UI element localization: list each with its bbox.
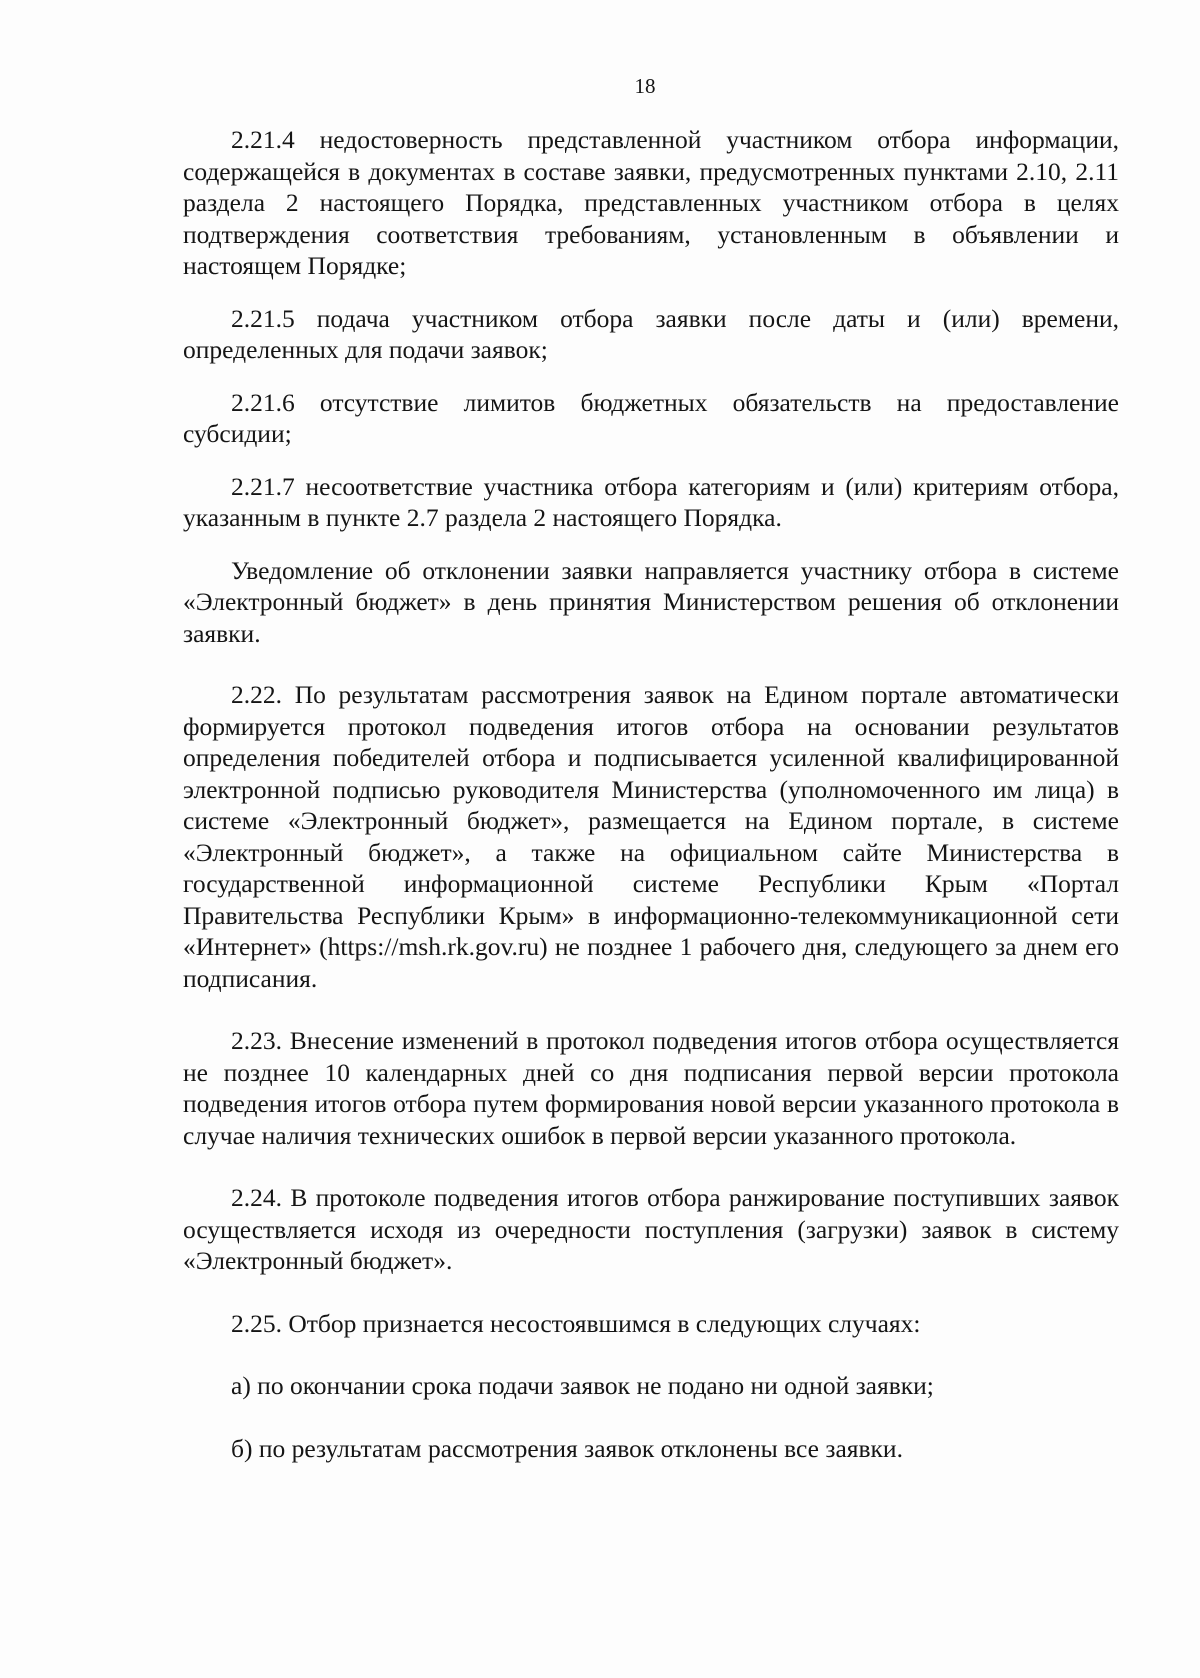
list-item-b: б) по результатам рассмотрения заявок отклонены все заявки.	[231, 1433, 903, 1463]
paragraph-2-21-7: 2.21.7 несоответствие участника отбора категориям и (или) критериям отбора, указанным в пункте 2.7 раздела 2 настоящего Порядка.	[183, 471, 1119, 532]
paragraph-2-22: 2.22. По результатам рассмотрения заявок на Едином портале автоматически формируется протокол подведения итогов отбора на основании результатов определения победителей отбора и подписывается усиленной квалифицированной электронной подписью руководителя Министерства (уполномоченного им лица) в системе «Электронный бюджет», размещается на Едином портале, в системе «Электронный бюджет», а также на официальном сайте Министерства в государственной информационной системе Республики Крым «Портал Правительства Республики Крым» в информационно-телекоммуникационной сети «Интернет» (https://msh.rk.gov.ru) не позднее 1 рабочего дня, следующего за днем его подписания.	[183, 680, 1119, 993]
paragraph-2-21-6: 2.21.6 отсутствие лимитов бюджетных обязательств на предоставление субсидии;	[183, 387, 1119, 448]
document-body	[183, 124, 1119, 1464]
paragraph-2-21-4: 2.21.4 недостоверность представленной участником отбора информации, содержащейся в документах в составе заявки, предусмотренных пунктами 2.10, 2.11 раздела 2 настоящего Порядка, представленных участником отбора в целях подтверждения соответствия требованиям, установленным в объявлении и настоящем Порядке;	[183, 125, 1119, 280]
paragraph-2-21-5: 2.21.5 подача участником отбора заявки после даты и (или) времени, определенных для подачи заявок;	[183, 303, 1119, 364]
paragraph-2-24: 2.24. В протоколе подведения итогов отбора ранжирование поступивших заявок осуществляется исходя из очередности поступления (загрузки) заявок в систему «Электронный бюджет».	[183, 1183, 1119, 1275]
paragraph-2-25: 2.25. Отбор признается несостоявшимся в следующих случаях:	[231, 1308, 921, 1338]
paragraph-rejection-notice: Уведомление об отклонении заявки направляется участнику отбора в системе «Электронный бюджет» в день принятия Министерством решения об отклонении заявки.	[183, 555, 1119, 648]
list-item-a: а) по окончании срока подачи заявок не подано ни одной заявки;	[231, 1371, 934, 1400]
page-number: 18	[634, 74, 656, 98]
paragraph-2-23: 2.23. Внесение изменений в протокол подведения итогов отбора осуществляется не позднее 10 календарных дней со дня подписания первой версии протокола подведения итогов отбора путем формирования новой версии указанного протокола в случае наличия технических ошибок в первой версии указанного протокола.	[183, 1026, 1119, 1150]
